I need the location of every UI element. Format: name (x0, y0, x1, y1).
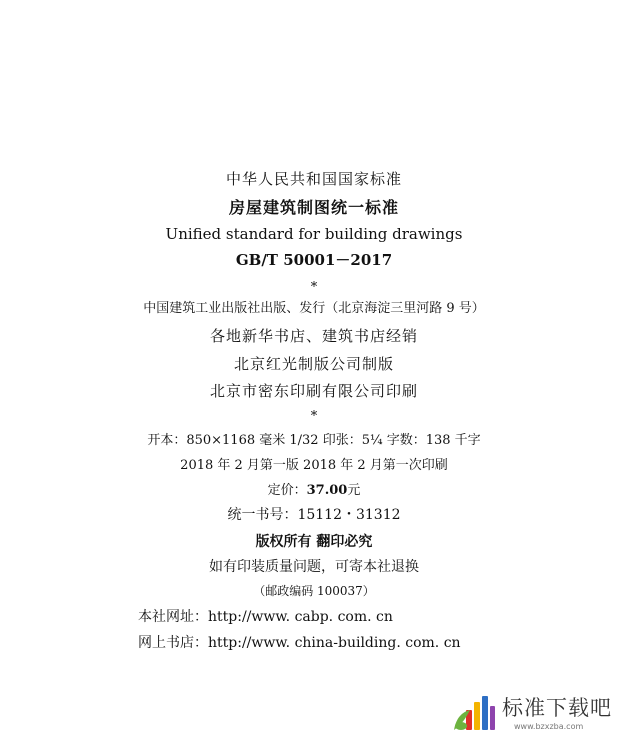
price-value: 37.00 (306, 483, 348, 498)
watermark-brand: 标准下载吧 (502, 696, 612, 720)
rights-line: 版权所有 翻印必究 (255, 534, 373, 550)
website-line: 本社网址：http://www. cabp. com. cn (138, 609, 393, 625)
separator-star-2: * (310, 409, 318, 424)
editions-line: 2018 年 2 月第一版 2018 年 2 月第一次印刷 (180, 458, 448, 473)
distributor-line: 各地新华书店、建筑书店经销 (209, 327, 418, 345)
online-store-line: 网上书店：http://www. china-building. com. cn (138, 635, 461, 651)
printer-line: 北京市密东印刷有限公司印刷 (209, 382, 418, 400)
price-line (0, 484, 628, 497)
separator-star-1: * (310, 280, 318, 295)
typesetter-line: 北京红光制版公司制版 (233, 355, 394, 373)
price-label: 定价： (267, 483, 307, 498)
title-en: Unified standard for building drawings (165, 225, 463, 243)
quality-notice-line: 如有印装质量问题，可寄本社退换 (209, 559, 419, 575)
specs-line: 开本：850×1168 毫米 1/32 印张：5¼ 字数：138 千字 (147, 433, 481, 448)
publisher-line: 中国建筑工业出版社出版、发行（北京海淀三里河路 9 号） (143, 301, 485, 316)
standard-code: GB/T 50001－2017 (235, 251, 393, 269)
watermark-url: www.bzxzba.com (514, 722, 584, 731)
watermark (452, 686, 628, 738)
postal-code-line: （邮政编码 100037） (253, 584, 375, 598)
price-unit: 元 (347, 483, 361, 498)
issuer-line: 中华人民共和国国家标准 (225, 170, 402, 188)
book-number-line: 统一书号：15112・31312 (227, 507, 401, 523)
title-cn: 房屋建筑制图统一标准 (228, 198, 399, 217)
bar-chart-logo-icon (452, 690, 498, 734)
